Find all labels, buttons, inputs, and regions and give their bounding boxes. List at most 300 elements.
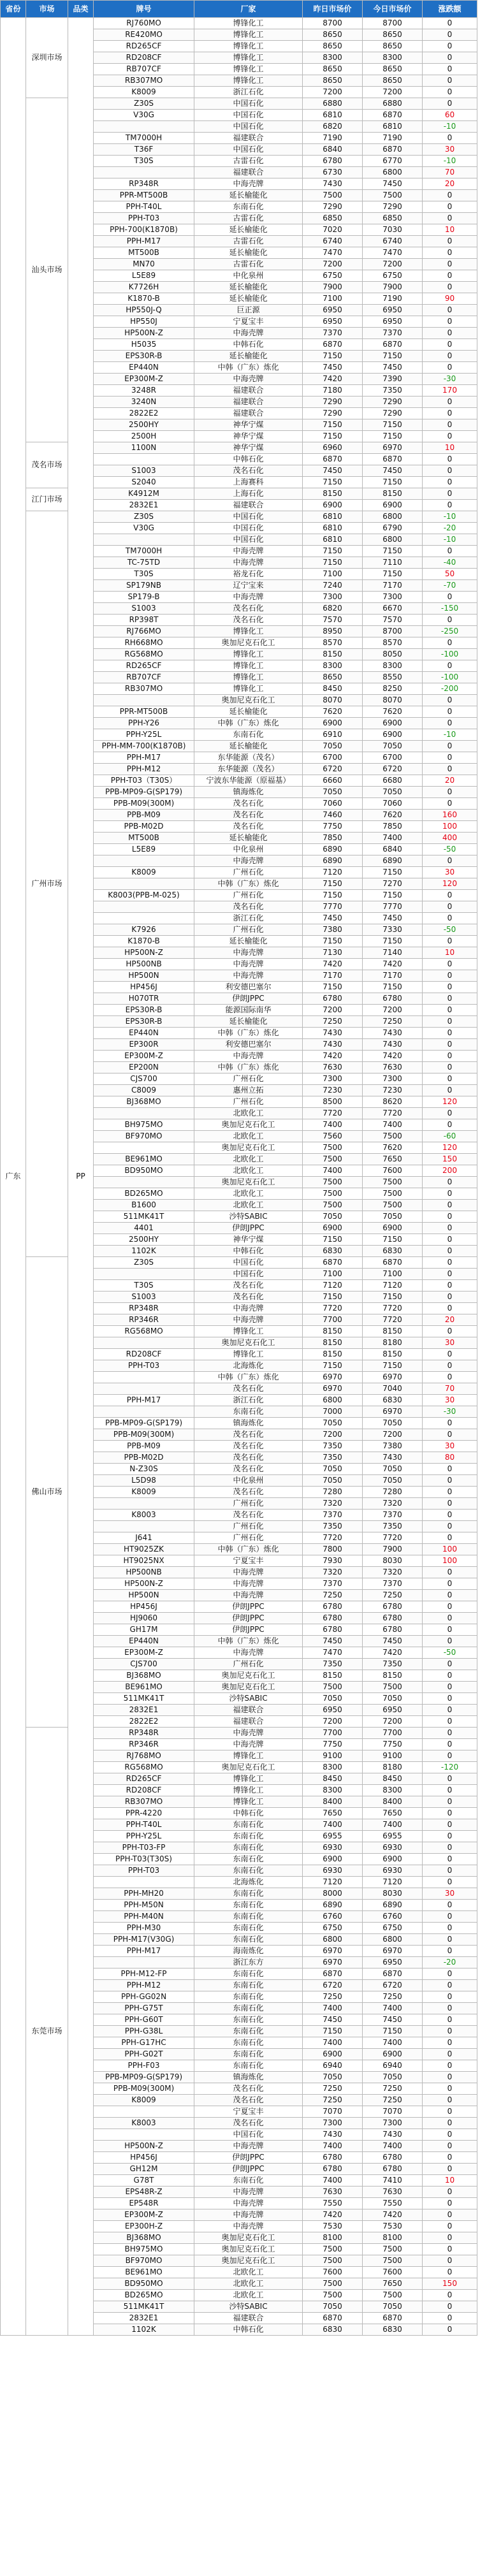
yesterday-price-cell: 7500 — [303, 2290, 363, 2301]
change-cell: -10 — [423, 534, 477, 546]
grade-cell — [94, 1498, 194, 1510]
today-price-cell: 7400 — [363, 2003, 423, 2014]
grade-cell: PPH-M12 — [94, 764, 194, 775]
grade-cell: 3248R — [94, 385, 194, 397]
change-cell: 0 — [423, 500, 477, 511]
yesterday-price-cell: 7200 — [303, 1005, 363, 1016]
change-cell: 0 — [423, 1923, 477, 1934]
yesterday-price-cell: 7150 — [303, 1234, 363, 1246]
today-price-cell: 7400 — [363, 2037, 423, 2049]
grade-cell: MN70 — [94, 259, 194, 270]
yesterday-price-cell: 6950 — [303, 1705, 363, 1716]
grade-cell: PPB-M09(300M) — [94, 2083, 194, 2095]
grade-cell: EP440N — [94, 1636, 194, 1647]
today-price-cell: 8180 — [363, 1337, 423, 1349]
grade-cell: 1102K — [94, 1246, 194, 1257]
yesterday-price-cell: 7050 — [303, 1475, 363, 1487]
manufacturer-cell: 中韩（广东）炼化 — [194, 362, 303, 374]
yesterday-price-cell: 7550 — [303, 2198, 363, 2209]
change-cell: 0 — [423, 2049, 477, 2060]
manufacturer-cell: 神华宁煤 — [194, 1234, 303, 1246]
yesterday-price-cell: 7020 — [303, 224, 363, 236]
change-cell: 0 — [423, 1636, 477, 1647]
today-price-cell: 8570 — [363, 637, 423, 649]
grade-cell: BD265MO — [94, 1188, 194, 1200]
today-price-cell: 7170 — [363, 970, 423, 982]
yesterday-price-cell: 7180 — [303, 385, 363, 397]
manufacturer-cell: 北欧化工 — [194, 1200, 303, 1211]
today-price-cell: 7060 — [363, 798, 423, 810]
grade-cell — [94, 878, 194, 890]
change-cell: 0 — [423, 75, 477, 87]
manufacturer-cell: 延长榆能化 — [194, 224, 303, 236]
change-cell: 0 — [423, 546, 477, 557]
grade-cell: RJ768MO — [94, 1750, 194, 1762]
grade-cell: HP500N-Z — [94, 328, 194, 339]
today-price-cell: 7430 — [363, 1452, 423, 1464]
today-price-cell: 7330 — [363, 924, 423, 936]
today-price-cell: 8300 — [363, 1785, 423, 1796]
change-cell: 0 — [423, 316, 477, 328]
yesterday-price-cell: 7100 — [303, 569, 363, 580]
yesterday-price-cell: 7900 — [303, 282, 363, 293]
manufacturer-cell: 镇海炼化 — [194, 787, 303, 798]
change-cell: 200 — [423, 1165, 477, 1177]
change-cell: 0 — [423, 1418, 477, 1429]
yesterday-price-cell: 7350 — [303, 1452, 363, 1464]
today-price-cell: 8650 — [363, 64, 423, 75]
change-cell: 0 — [423, 1705, 477, 1716]
yesterday-price-cell: 7400 — [303, 2175, 363, 2187]
yesterday-price-cell: 7460 — [303, 810, 363, 821]
change-cell: 0 — [423, 2164, 477, 2175]
today-price-cell: 7050 — [363, 2072, 423, 2083]
today-price-cell: 6720 — [363, 1980, 423, 1991]
manufacturer-cell: 东南石化 — [194, 1865, 303, 1877]
yesterday-price-cell: 6730 — [303, 167, 363, 178]
manufacturer-cell: 利安德巴塞尔 — [194, 982, 303, 993]
today-price-cell: 8100 — [363, 2232, 423, 2244]
grade-cell: K7726H — [94, 282, 194, 293]
today-price-cell: 6900 — [363, 1223, 423, 1234]
change-cell: 0 — [423, 454, 477, 465]
change-cell: 0 — [423, 431, 477, 442]
manufacturer-cell: 东南石化 — [194, 1900, 303, 1911]
today-price-cell: 6790 — [363, 523, 423, 534]
change-cell: 30 — [423, 144, 477, 156]
today-price-cell: 6780 — [363, 993, 423, 1005]
manufacturer-cell: 茂名石化 — [194, 615, 303, 626]
today-price-cell: 6880 — [363, 98, 423, 110]
yesterday-price-cell: 8650 — [303, 75, 363, 87]
change-cell: 0 — [423, 1750, 477, 1762]
yesterday-price-cell: 7450 — [303, 1636, 363, 1647]
yesterday-price-cell: 7500 — [303, 1154, 363, 1165]
grade-cell: B1600 — [94, 1200, 194, 1211]
manufacturer-cell: 茂名石化 — [194, 1383, 303, 1395]
grade-cell — [94, 454, 194, 465]
today-price-cell: 6970 — [363, 1372, 423, 1383]
grade-cell: RP348R — [94, 178, 194, 190]
yesterday-price-cell: 7150 — [303, 982, 363, 993]
grade-cell: GH12M — [94, 2164, 194, 2175]
change-cell: 0 — [423, 913, 477, 924]
yesterday-price-cell: 6780 — [303, 993, 363, 1005]
yesterday-price-cell: 7050 — [303, 2301, 363, 2313]
grade-cell: BH975MO — [94, 1119, 194, 1131]
yesterday-price-cell: 6660 — [303, 775, 363, 787]
grade-cell: HT9025ZK — [94, 1544, 194, 1555]
grade-cell: BJ368MO — [94, 2232, 194, 2244]
change-cell: 0 — [423, 1854, 477, 1865]
manufacturer-cell: 延长榆能化 — [194, 282, 303, 293]
grade-cell: Z30S — [94, 98, 194, 110]
yesterday-price-cell: 7430 — [303, 1028, 363, 1039]
yesterday-price-cell: 7420 — [303, 374, 363, 385]
manufacturer-cell: 东南石化 — [194, 1819, 303, 1831]
today-price-cell: 6800 — [363, 534, 423, 546]
manufacturer-cell: 广州石化 — [194, 1096, 303, 1108]
today-price-cell: 7630 — [363, 1062, 423, 1073]
today-price-cell: 7050 — [363, 1464, 423, 1475]
yesterday-price-cell: 6780 — [303, 1624, 363, 1636]
yesterday-price-cell: 6700 — [303, 752, 363, 764]
yesterday-price-cell: 7250 — [303, 2083, 363, 2095]
yesterday-price-cell: 6870 — [303, 454, 363, 465]
manufacturer-cell: 东华能源（茂名） — [194, 764, 303, 775]
change-cell: 0 — [423, 637, 477, 649]
today-price-cell: 6870 — [363, 2313, 423, 2324]
grade-cell: RD265CF — [94, 1773, 194, 1785]
change-cell: 0 — [423, 2313, 477, 2324]
yesterday-price-cell: 6890 — [303, 1900, 363, 1911]
manufacturer-cell: 利安德巴塞尔 — [194, 1039, 303, 1051]
today-price-cell: 7280 — [363, 1487, 423, 1498]
change-cell: 0 — [423, 1246, 477, 1257]
grade-cell: 4401 — [94, 1223, 194, 1234]
manufacturer-cell: 奥加尼克石化工 — [194, 695, 303, 706]
change-cell: 0 — [423, 1682, 477, 1693]
manufacturer-cell: 延长榆能化 — [194, 1016, 303, 1028]
manufacturer-cell: 茂名石化 — [194, 603, 303, 615]
today-price-cell: 6940 — [363, 2060, 423, 2072]
grade-cell — [94, 855, 194, 867]
today-price-cell: 6800 — [363, 511, 423, 523]
manufacturer-cell: 宁波东华能源（原福基） — [194, 775, 303, 787]
manufacturer-cell: 茂名石化 — [194, 810, 303, 821]
manufacturer-cell: 东南石化 — [194, 1888, 303, 1900]
change-cell: 0 — [423, 305, 477, 316]
grade-cell: RD265CF — [94, 660, 194, 672]
change-cell: -200 — [423, 683, 477, 695]
grade-cell: RG568MO — [94, 1762, 194, 1773]
grade-cell: EP300M-Z — [94, 1051, 194, 1062]
today-price-cell: 8030 — [363, 1888, 423, 1900]
change-cell: -10 — [423, 121, 477, 133]
grade-cell: BD950MO — [94, 2278, 194, 2290]
change-cell: 0 — [423, 1613, 477, 1624]
yesterday-price-cell: 7500 — [303, 2244, 363, 2255]
yesterday-price-cell: 7290 — [303, 397, 363, 408]
grade-cell: EPS48R-Z — [94, 2187, 194, 2198]
change-cell: 30 — [423, 1337, 477, 1349]
today-price-cell: 8150 — [363, 1349, 423, 1360]
yesterday-price-cell: 6820 — [303, 121, 363, 133]
change-cell: 0 — [423, 419, 477, 431]
manufacturer-cell: 茂名石化 — [194, 901, 303, 913]
manufacturer-cell: 中化泉州 — [194, 844, 303, 855]
manufacturer-cell: 北欧化工 — [194, 1108, 303, 1119]
manufacturer-cell: 北欧化工 — [194, 1165, 303, 1177]
grade-cell: BD265MO — [94, 2290, 194, 2301]
change-cell: 0 — [423, 970, 477, 982]
yesterday-price-cell: 7500 — [303, 1188, 363, 1200]
change-cell: 10 — [423, 442, 477, 454]
today-price-cell: 6950 — [363, 1705, 423, 1716]
manufacturer-cell: 东南石化 — [194, 1831, 303, 1842]
today-price-cell: 6890 — [363, 855, 423, 867]
today-price-cell: 7070 — [363, 2106, 423, 2118]
today-price-cell: 6830 — [363, 1395, 423, 1406]
grade-cell — [94, 1957, 194, 1968]
today-price-cell: 6900 — [363, 500, 423, 511]
manufacturer-cell: 浙江石化 — [194, 1395, 303, 1406]
yesterday-price-cell: 7230 — [303, 1085, 363, 1096]
today-price-cell: 7350 — [363, 385, 423, 397]
grade-cell: HP500N-Z — [94, 2141, 194, 2152]
grade-cell: PPH-G60T — [94, 2014, 194, 2026]
yesterday-price-cell: 6890 — [303, 855, 363, 867]
yesterday-price-cell: 6890 — [303, 844, 363, 855]
change-cell: 0 — [423, 1292, 477, 1303]
today-price-cell: 7200 — [363, 87, 423, 98]
manufacturer-cell: 古雷石化 — [194, 236, 303, 247]
yesterday-price-cell: 6720 — [303, 764, 363, 775]
grade-cell: TC-75TD — [94, 557, 194, 569]
yesterday-price-cell: 7450 — [303, 2014, 363, 2026]
manufacturer-cell: 北海炼化 — [194, 1360, 303, 1372]
grade-cell: PPB-MP09-G(SP179) — [94, 2072, 194, 2083]
yesterday-price-cell: 7370 — [303, 1510, 363, 1521]
change-cell: 0 — [423, 2324, 477, 2336]
change-cell: 0 — [423, 1877, 477, 1888]
yesterday-price-cell: 7150 — [303, 1292, 363, 1303]
grade-cell: PPH-MH20 — [94, 1888, 194, 1900]
header-grade: 牌号 — [94, 1, 194, 18]
manufacturer-cell: 博锋化工 — [194, 1326, 303, 1337]
change-cell: 0 — [423, 1257, 477, 1269]
today-price-cell: 7110 — [363, 557, 423, 569]
yesterday-price-cell: 8570 — [303, 637, 363, 649]
yesterday-price-cell: 7500 — [303, 190, 363, 201]
change-cell: 0 — [423, 2198, 477, 2209]
today-price-cell: 6780 — [363, 2152, 423, 2164]
today-price-cell: 7150 — [363, 890, 423, 901]
yesterday-price-cell: 6955 — [303, 1831, 363, 1842]
change-cell: 0 — [423, 2290, 477, 2301]
grade-cell: RG568MO — [94, 649, 194, 660]
today-price-cell: 6680 — [363, 775, 423, 787]
yesterday-price-cell: 6780 — [303, 1613, 363, 1624]
grade-cell: RJ760MO — [94, 18, 194, 29]
yesterday-price-cell: 7500 — [303, 1200, 363, 1211]
change-cell: 0 — [423, 1429, 477, 1441]
change-cell: 0 — [423, 1108, 477, 1119]
grade-cell: S1003 — [94, 603, 194, 615]
change-cell: -10 — [423, 156, 477, 167]
change-cell: -10 — [423, 729, 477, 741]
manufacturer-cell: 东南石化 — [194, 2049, 303, 2060]
manufacturer-cell: 博锋化工 — [194, 683, 303, 695]
yesterday-price-cell: 7630 — [303, 2187, 363, 2198]
change-cell: 0 — [423, 1200, 477, 1211]
today-price-cell: 7500 — [363, 1200, 423, 1211]
grade-cell — [94, 167, 194, 178]
today-price-cell: 7150 — [363, 867, 423, 878]
change-cell: 0 — [423, 2244, 477, 2255]
manufacturer-cell: 福建联合 — [194, 2313, 303, 2324]
today-price-cell: 7350 — [363, 1521, 423, 1532]
manufacturer-cell: 茂名石化 — [194, 1441, 303, 1452]
yesterday-price-cell: 6870 — [303, 339, 363, 351]
today-price-cell: 6970 — [363, 442, 423, 454]
manufacturer-cell: 博锋化工 — [194, 64, 303, 75]
change-cell: 0 — [423, 1532, 477, 1544]
manufacturer-cell: 中海壳牌 — [194, 970, 303, 982]
change-cell: 60 — [423, 110, 477, 121]
today-price-cell: 7900 — [363, 1544, 423, 1555]
change-cell: 0 — [423, 1085, 477, 1096]
grade-cell — [94, 534, 194, 546]
change-cell: -50 — [423, 1647, 477, 1659]
category-cell: PP — [68, 18, 94, 2336]
manufacturer-cell: 北欧化工 — [194, 1188, 303, 1200]
grade-cell: EP300M-Z — [94, 1647, 194, 1659]
yesterday-price-cell: 8100 — [303, 2232, 363, 2244]
manufacturer-cell: 东南石化 — [194, 2060, 303, 2072]
manufacturer-cell: 广州石化 — [194, 890, 303, 901]
manufacturer-cell: 惠州立拓 — [194, 1085, 303, 1096]
today-price-cell: 7270 — [363, 878, 423, 890]
grade-cell — [94, 1108, 194, 1119]
today-price-cell: 8700 — [363, 626, 423, 637]
grade-cell: PPH-T03（T30S） — [94, 775, 194, 787]
grade-cell: PPH-M17 — [94, 752, 194, 764]
change-cell: 0 — [423, 201, 477, 213]
yesterday-price-cell: 7050 — [303, 741, 363, 752]
grade-cell: PPB-MP09-G(SP179) — [94, 787, 194, 798]
yesterday-price-cell: 7150 — [303, 936, 363, 947]
manufacturer-cell: 辽宁宝来 — [194, 580, 303, 592]
yesterday-price-cell: 7470 — [303, 247, 363, 259]
grade-cell: 3240N — [94, 397, 194, 408]
yesterday-price-cell: 7720 — [303, 1108, 363, 1119]
manufacturer-cell: 博锋化工 — [194, 18, 303, 29]
grade-cell: K7926 — [94, 924, 194, 936]
today-price-cell: 8070 — [363, 695, 423, 706]
manufacturer-cell: 福建联合 — [194, 133, 303, 144]
manufacturer-cell: 延长榆能化 — [194, 741, 303, 752]
grade-cell: N-Z30S — [94, 1464, 194, 1475]
yesterday-price-cell: 8500 — [303, 1096, 363, 1108]
grade-cell: PPH-M40N — [94, 1911, 194, 1923]
manufacturer-cell: 中国石化 — [194, 511, 303, 523]
manufacturer-cell: 中韩石化 — [194, 339, 303, 351]
change-cell: 0 — [423, 2209, 477, 2221]
manufacturer-cell: 奥加尼克石化工 — [194, 1177, 303, 1188]
change-cell: 0 — [423, 1521, 477, 1532]
change-cell: 0 — [423, 362, 477, 374]
grade-cell: BE961MO — [94, 1682, 194, 1693]
grade-cell: BD950MO — [94, 1165, 194, 1177]
today-price-cell: 7650 — [363, 2278, 423, 2290]
change-cell: 0 — [423, 339, 477, 351]
grade-cell: L5D98 — [94, 1475, 194, 1487]
today-price-cell: 8250 — [363, 683, 423, 695]
yesterday-price-cell: 7320 — [303, 1567, 363, 1578]
change-cell: 0 — [423, 1728, 477, 1739]
change-cell: 0 — [423, 1991, 477, 2003]
yesterday-price-cell: 7400 — [303, 1119, 363, 1131]
yesterday-price-cell: 6810 — [303, 523, 363, 534]
change-cell: 0 — [423, 798, 477, 810]
change-cell: 160 — [423, 810, 477, 821]
manufacturer-cell: 东南石化 — [194, 1991, 303, 2003]
grade-cell: MT500B — [94, 247, 194, 259]
change-cell: 0 — [423, 2026, 477, 2037]
manufacturer-cell: 东南石化 — [194, 201, 303, 213]
yesterday-price-cell: 7120 — [303, 1877, 363, 1888]
today-price-cell: 6800 — [363, 1934, 423, 1946]
grade-cell: EP300M-Z — [94, 2209, 194, 2221]
grade-cell: L5E89 — [94, 270, 194, 282]
manufacturer-cell: 茂名石化 — [194, 2118, 303, 2129]
grade-cell: RD208CF — [94, 1349, 194, 1360]
grade-cell: K1870-B — [94, 936, 194, 947]
manufacturer-cell: 东南石化 — [194, 2026, 303, 2037]
grade-cell: 2500HY — [94, 1234, 194, 1246]
grade-cell: RG568MO — [94, 1326, 194, 1337]
change-cell: -50 — [423, 844, 477, 855]
yesterday-price-cell: 7120 — [303, 867, 363, 878]
change-cell: 0 — [423, 2221, 477, 2232]
grade-cell — [94, 1406, 194, 1418]
yesterday-price-cell: 7190 — [303, 133, 363, 144]
change-cell: 400 — [423, 833, 477, 844]
province-cell: 广东 — [1, 18, 26, 2336]
yesterday-price-cell: 7250 — [303, 1590, 363, 1601]
grade-cell: RP346R — [94, 1739, 194, 1750]
today-price-cell: 6900 — [363, 718, 423, 729]
change-cell: 0 — [423, 1234, 477, 1246]
grade-cell: RB307MO — [94, 75, 194, 87]
change-cell: 0 — [423, 1073, 477, 1085]
yesterday-price-cell: 7060 — [303, 798, 363, 810]
manufacturer-cell: 中海壳牌 — [194, 855, 303, 867]
change-cell: -120 — [423, 1762, 477, 1773]
yesterday-price-cell: 8150 — [303, 1337, 363, 1349]
grade-cell: PPH-G38L — [94, 2026, 194, 2037]
today-price-cell: 7500 — [363, 1188, 423, 1200]
change-cell: 0 — [423, 706, 477, 718]
today-price-cell: 7420 — [363, 2209, 423, 2221]
today-price-cell: 7200 — [363, 1005, 423, 1016]
grade-cell: HP500NB — [94, 1567, 194, 1578]
change-cell: 0 — [423, 465, 477, 477]
yesterday-price-cell: 7150 — [303, 1360, 363, 1372]
today-price-cell: 7050 — [363, 1475, 423, 1487]
yesterday-price-cell: 7370 — [303, 1578, 363, 1590]
